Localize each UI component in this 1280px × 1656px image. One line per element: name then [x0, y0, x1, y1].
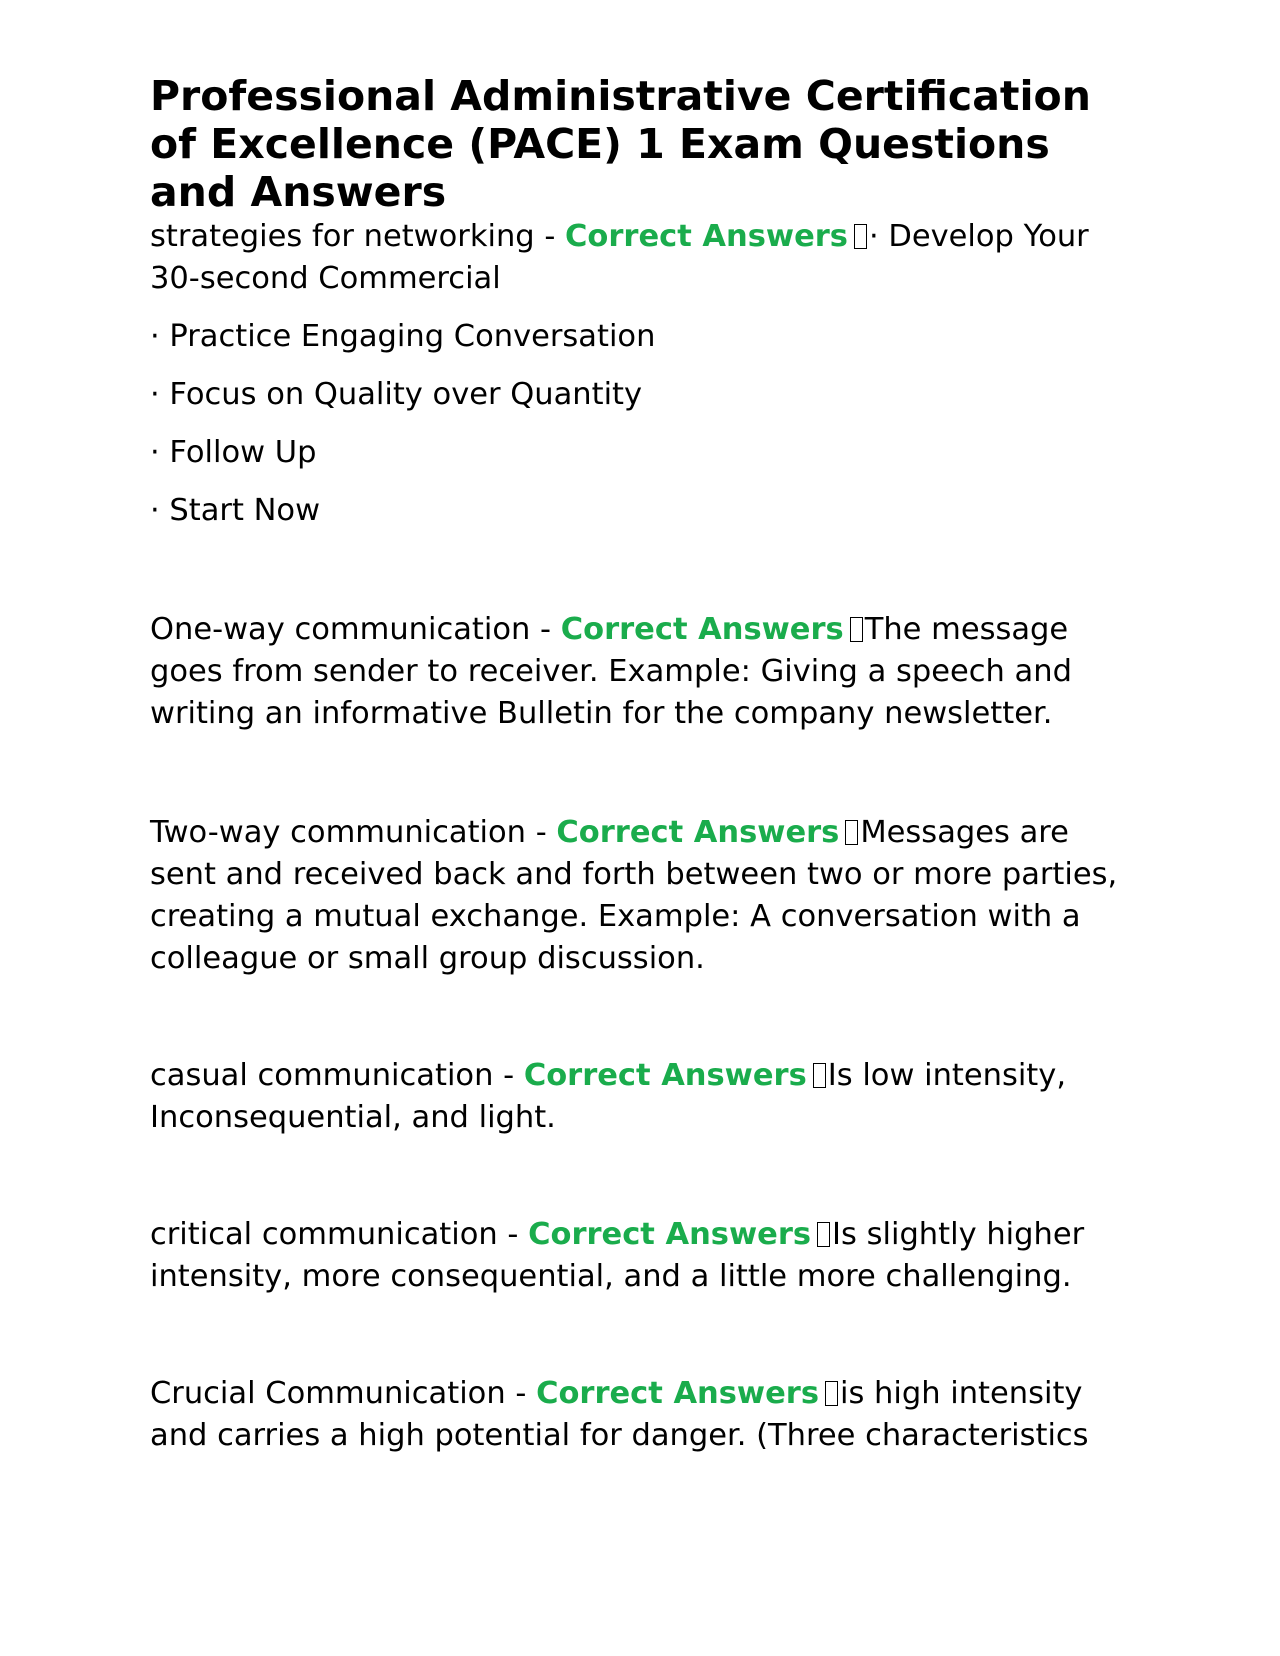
bullet-item: · Start Now: [150, 493, 321, 528]
missing-glyph-icon: [854, 224, 867, 249]
answer-text: Is low intensity, Inconsequential, and light.: [150, 1058, 1067, 1135]
qa-entry-casual-communication: [150, 1055, 1130, 1139]
document-page: [150, 72, 1130, 1457]
correct-answers-label: Correct Answers: [528, 1217, 812, 1252]
qa-entry-text: [150, 1214, 1130, 1298]
answer-text: Is slightly higher intensity, more consequential, and a little more challenging.: [150, 1217, 1085, 1294]
bullet-item: · Follow Up: [150, 435, 317, 470]
question-term: One-way communication -: [150, 612, 561, 647]
bullet-item: · Focus on Quality over Quantity: [150, 377, 643, 412]
qa-entry-text: [150, 812, 1130, 980]
answer-text: Messages are sent and received back and forth between two or more parties, creating a mutual exchange. Example: A conversation with a colleague or small group discussion.: [150, 815, 1118, 976]
qa-entry-text: [150, 1373, 1130, 1457]
question-term: Two-way communication -: [150, 815, 557, 850]
bullet-item: · Practice Engaging Conversation: [150, 319, 656, 354]
question-term: casual communication -: [150, 1058, 524, 1093]
question-term: critical communication -: [150, 1217, 529, 1252]
correct-answers-label: Correct Answers: [556, 815, 840, 850]
answer-text: The message goes from sender to receiver. Example: Giving a speech and writing an informative Bulletin for the company newsletter.: [150, 612, 1072, 731]
missing-glyph-icon: [817, 1222, 830, 1247]
document-title: Professional Administrative Certification of Excellence (PACE) 1 Exam Questions and Answers: [150, 72, 1091, 216]
correct-answers-label: Correct Answers: [523, 1058, 807, 1093]
qa-entry-text: [150, 609, 1130, 735]
qa-entry-text: [150, 1055, 1130, 1139]
correct-answers-label: Correct Answers: [565, 219, 848, 254]
qa-entry-two-way-communication: [150, 812, 1130, 980]
bullet-list: [150, 316, 1130, 532]
qa-entry-networking: [150, 216, 1130, 532]
answer-text: · Develop Your 30-second Commercial: [150, 219, 1089, 296]
missing-glyph-icon: [813, 1063, 826, 1088]
answer-text: is high intensity and carries a high potential for danger. (Three characteristics: [150, 1376, 1089, 1453]
correct-answers-label: Correct Answers: [536, 1376, 819, 1411]
qa-entry-one-way-communication: [150, 609, 1130, 735]
question-term: strategies for networking -: [150, 219, 566, 254]
missing-glyph-icon: [850, 617, 863, 642]
question-term: Crucial Communication -: [150, 1376, 537, 1411]
correct-answers-label: Correct Answers: [560, 612, 844, 647]
qa-entry-critical-communication: [150, 1214, 1130, 1298]
qa-entry-crucial-communication: [150, 1373, 1130, 1457]
qa-entry-text: [150, 216, 1130, 300]
missing-glyph-icon: [845, 820, 858, 845]
missing-glyph-icon: [825, 1381, 838, 1406]
